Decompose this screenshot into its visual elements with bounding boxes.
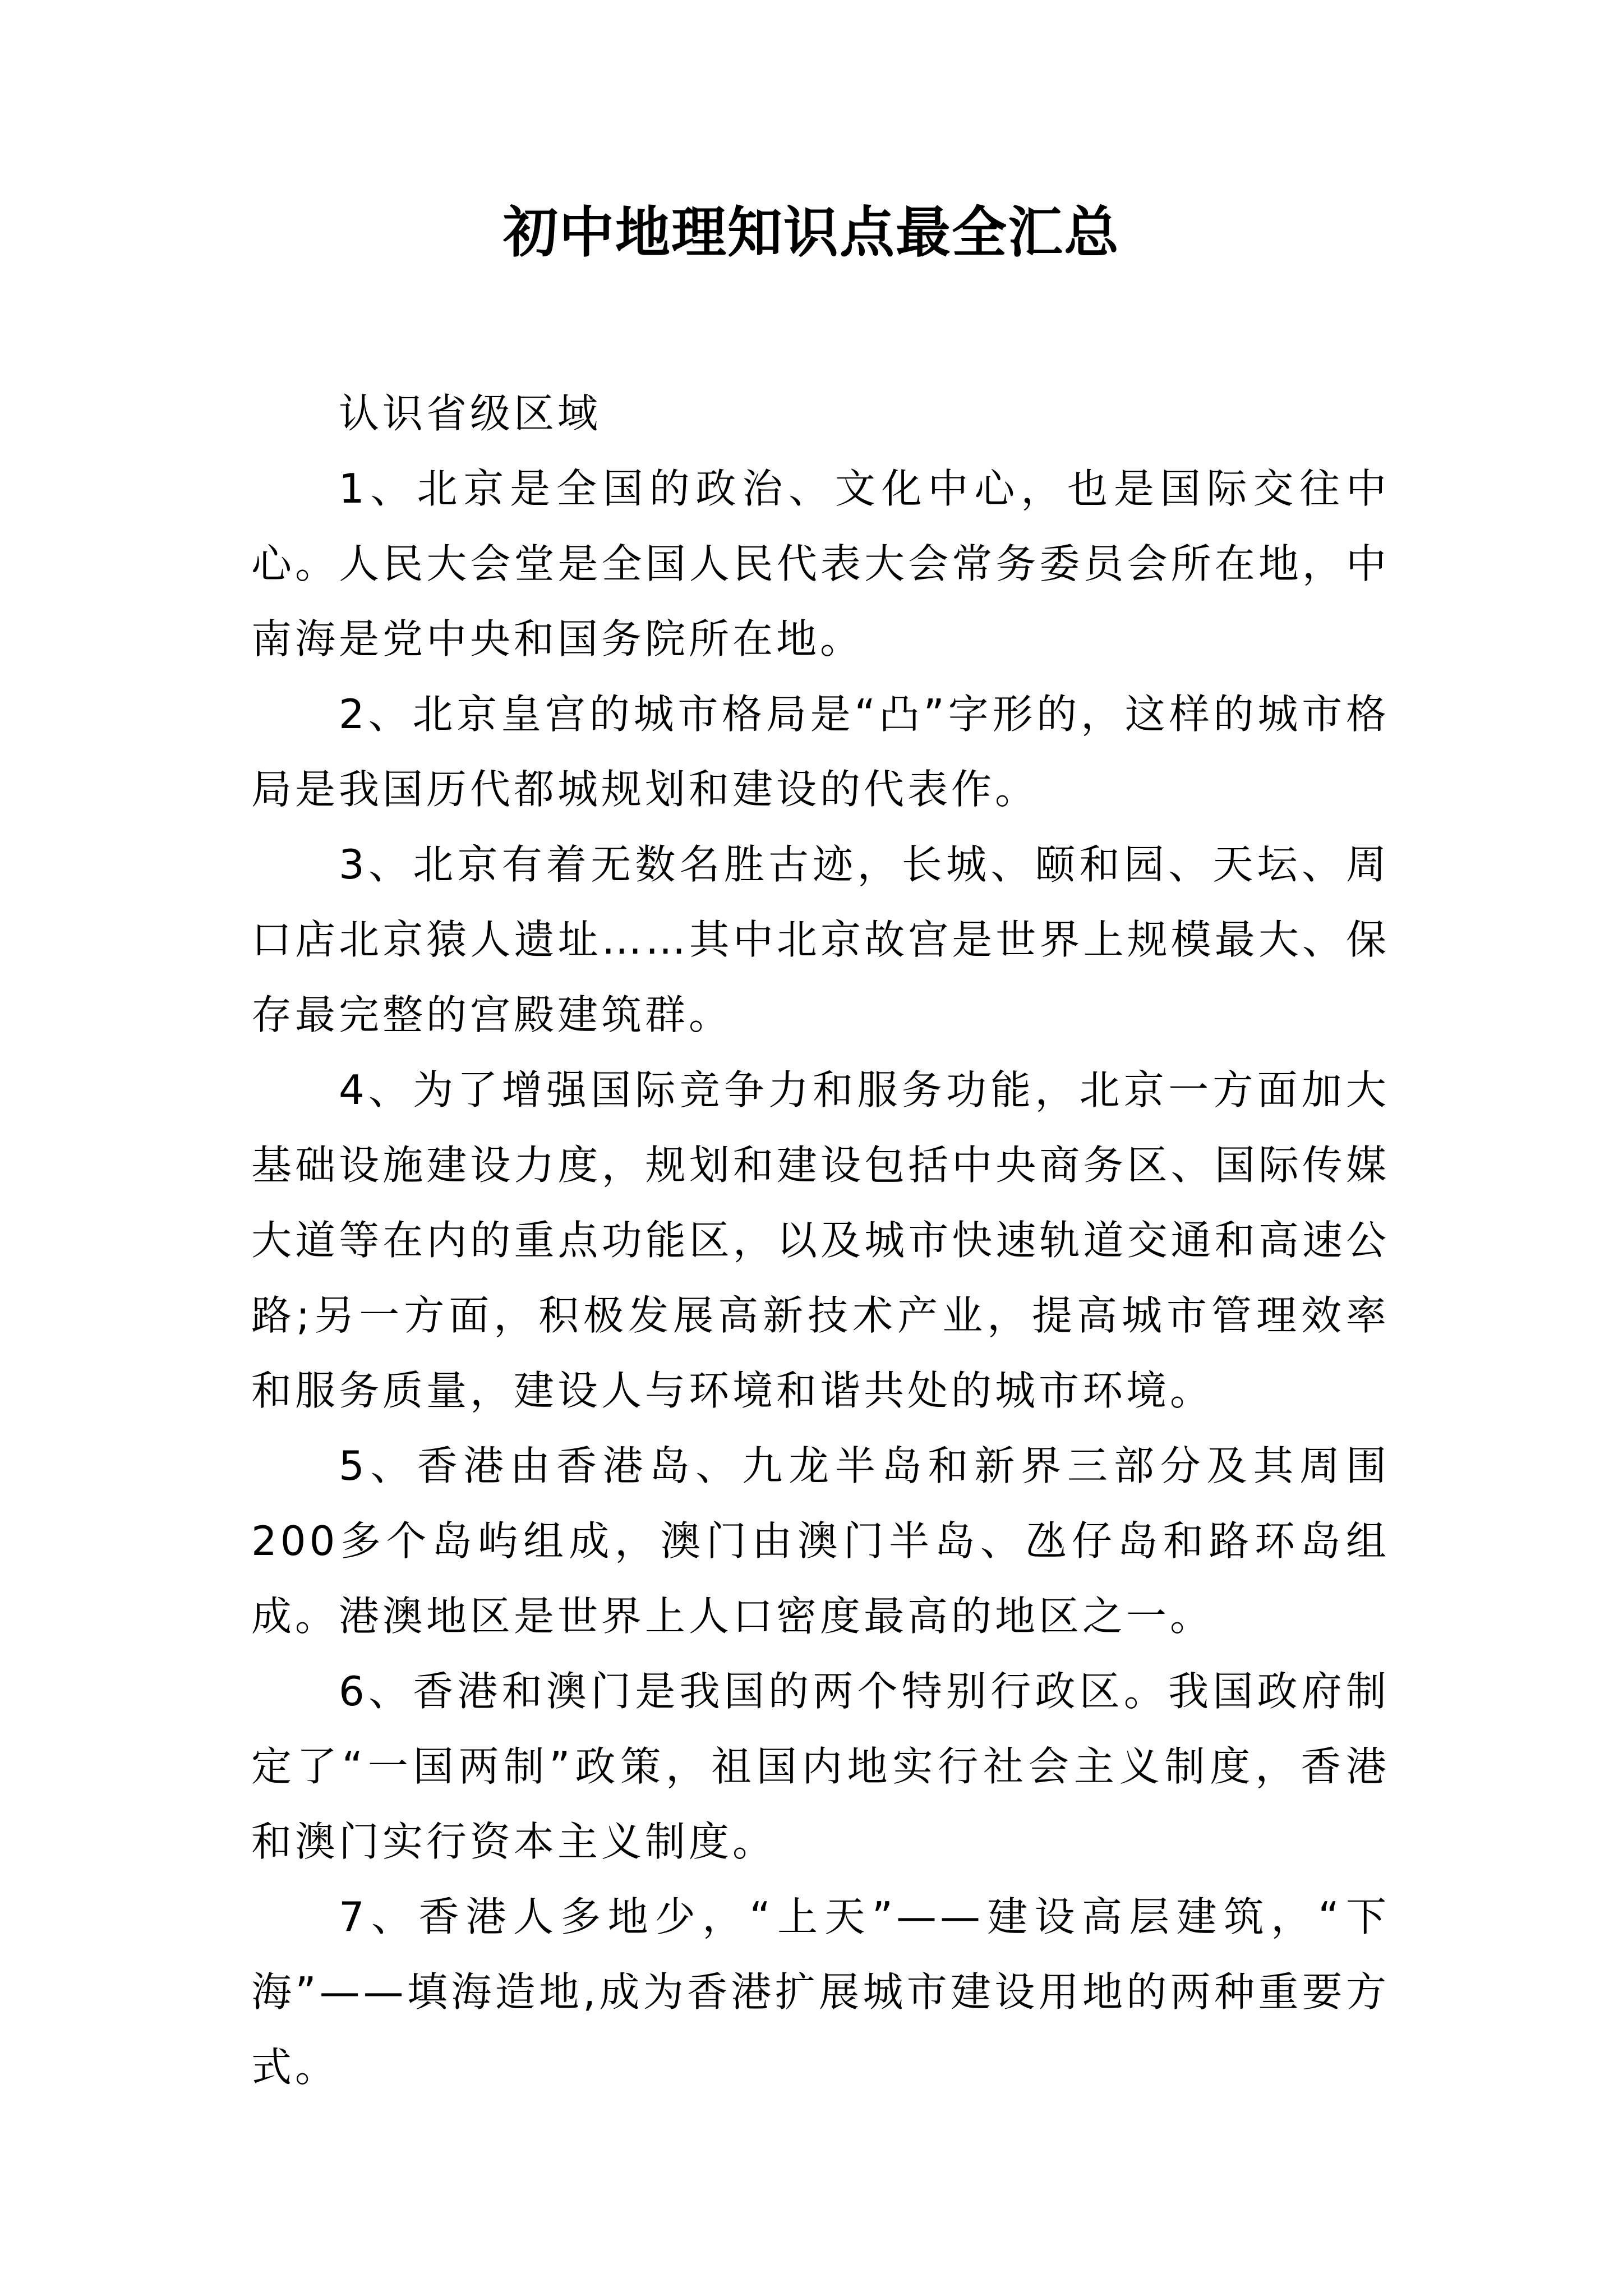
paragraph-5: 5、香港由香港岛、九龙半岛和新界三部分及其周围200多个岛屿组成，澳门由澳门半岛、氹仔岛和路环岛组成。港澳地区是世界上人口密度最高的地区之一。 — [251, 1442, 1390, 1640]
document-title: 初中地理知识点最全汇总 — [502, 200, 1120, 265]
paragraph-7: 7、香港人多地少，“上天”——建设高层建筑，“下海”——填海造地,成为香港扩展城市建设用地的两种重要方式。 — [251, 1893, 1390, 2091]
paragraph-3: 3、北京有着无数名胜古迹，长城、颐和园、天坛、周口店北京猿人遗址……其中北京故宫是世界上规模最大、保存最完整的宫殿建筑群。 — [251, 841, 1390, 1038]
document-body — [251, 376, 1390, 2105]
paragraph-4: 4、为了增强国际竞争力和服务功能，北京一方面加大基础设施建设力度，规划和建设包括中央商务区、国际传媒大道等在内的重点功能区，以及城市快速轨道交通和高速公路;另一方面，积极发展高新技术产业，提高城市管理效率和服务质量，建设人与环境和谐共处的城市环境。 — [251, 1066, 1390, 1414]
paragraph-1: 1、北京是全国的政治、文化中心，也是国际交往中心。人民大会堂是全国人民代表大会常务委员会所在地，中南海是党中央和国务院所在地。 — [251, 465, 1390, 662]
section-heading: 认识省级区域 — [339, 390, 602, 437]
paragraph-6: 6、香港和澳门是我国的两个特别行政区。我国政府制定了“一国两制”政策，祖国内地实行社会主义制度，香港和澳门实行资本主义制度。 — [251, 1668, 1390, 1865]
paragraph-2: 2、北京皇宫的城市格局是“凸”字形的，这样的城市格局是我国历代都城规划和建设的代表作。 — [251, 691, 1390, 813]
